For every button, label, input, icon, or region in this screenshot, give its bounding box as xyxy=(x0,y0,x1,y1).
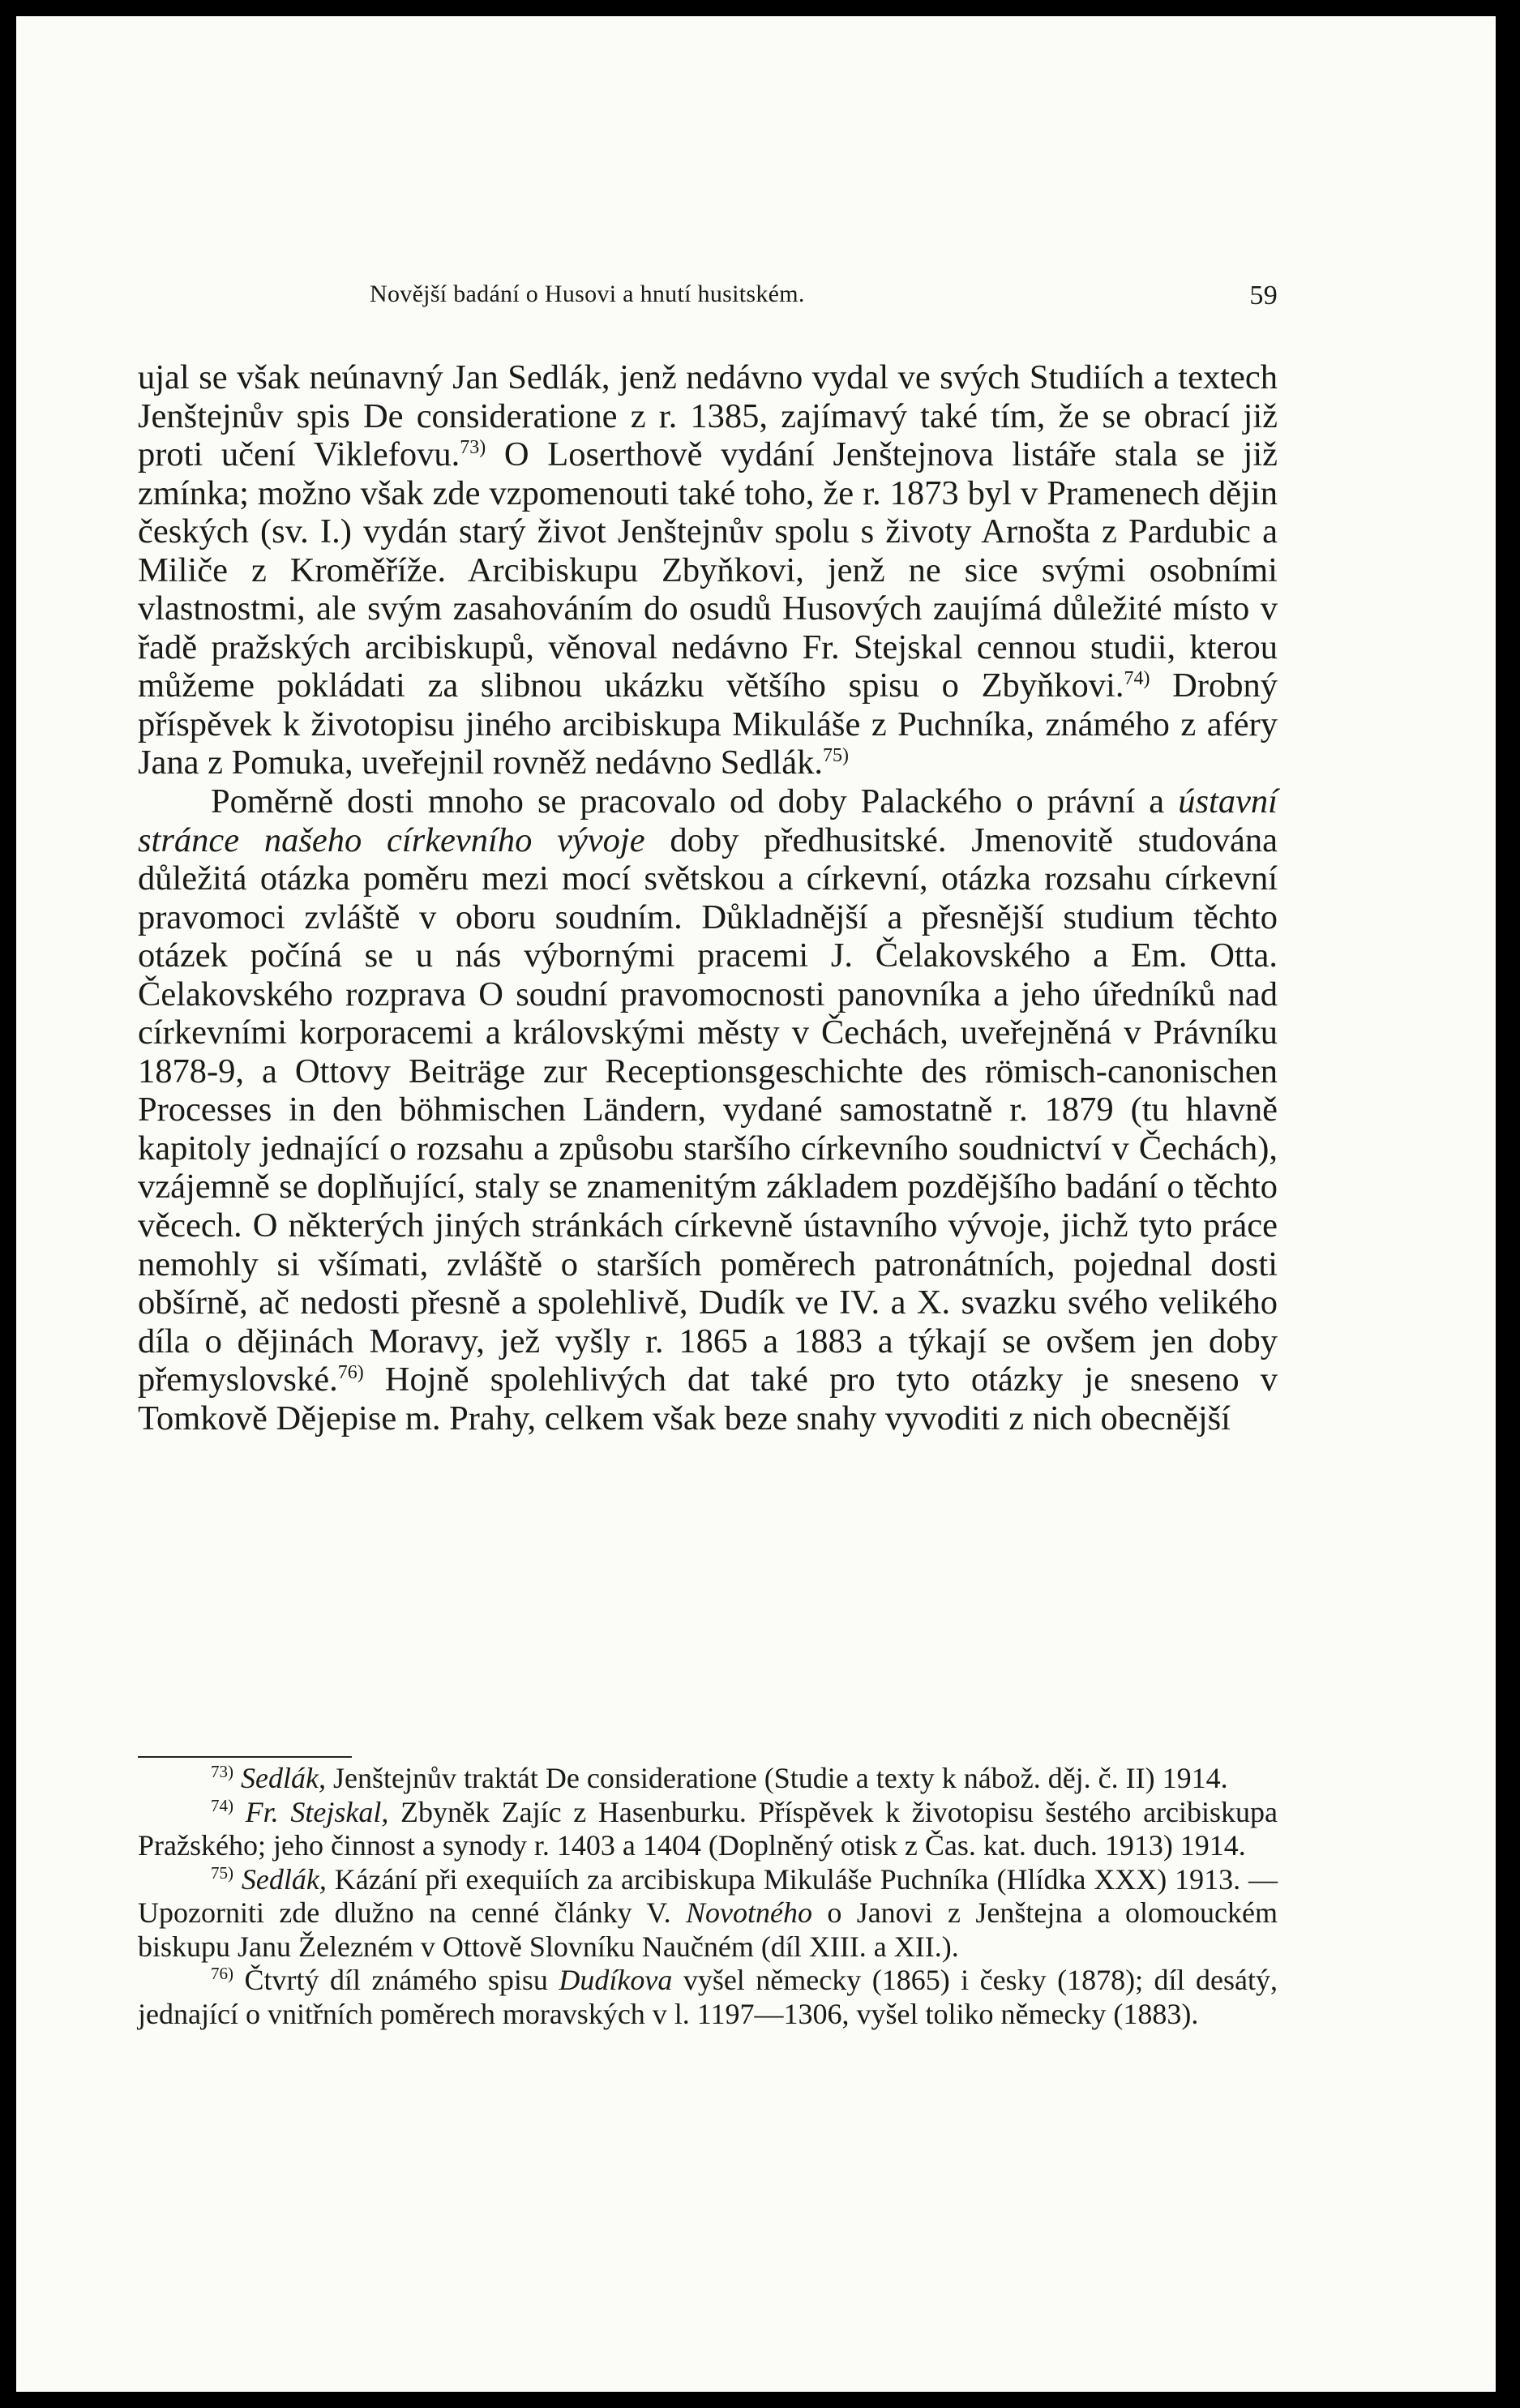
footnote-author: Sedlák, xyxy=(241,1862,327,1896)
footnote-75 xyxy=(138,1863,1278,1965)
page-number: 59 xyxy=(1249,281,1278,311)
footnote-76 xyxy=(138,1964,1278,2031)
footnote-text: vyšel německy (1865) i česky (1878); díl desátý, jednající o vnitřních poměrech moravských v l. 1197—1306, vyšel toliko německy (1883). xyxy=(138,1964,1278,2030)
text-run: O Loserthově vydání Jenštejnova listáře stala se již zmínka; možno však zde vzpomenouti také toho, že r. 1873 byl v Pramenech dějin českých (sv. I.) vydán starý život Jenštejnův spolu s životy Arnošta z Pardubic a Miliče z Kroměříže. Arcibiskupu Zbyňkovi, jenž ne sice svými osobními vlastnostmi, ale svým zasahováním do osudů Husových zaujímá důležité místo v řadě pražských arcibiskupů, věnoval nedávno Fr. Stejskal cennou studii, kterou můžeme pokládati za slibnou ukázku většího spisu o Zbyňkovi. xyxy=(138,435,1278,705)
footnote-text: Jenštejnův traktát De consideratione (Studie a texty k nábož. děj. č. II) 1914. xyxy=(325,1762,1228,1794)
footnote-73 xyxy=(138,1762,1278,1796)
footnote-ref-76: 76) xyxy=(337,1362,364,1384)
footnote-text: Kázání při exequiích za arcibiskupa Mikuláše Puchníka (Hlídka XXX) 1913. — Upozorniti zde dlužno na cenné články V. xyxy=(138,1862,1278,1929)
footnote-text: Čtvrtý díl známého spisu xyxy=(233,1964,559,1996)
footnote-text: Zbyněk Zajíc z Hasenburku. Příspěvek k životopisu šestého arcibiskupa Pražského; jeho činnost a synody r. 1403 a 1404 (Doplněný otisk z Čas. kat. duch. 1913) 1914. xyxy=(138,1795,1278,1862)
footnote-ref-74: 74) xyxy=(1124,668,1150,690)
footnote-author: Novotného xyxy=(686,1896,812,1929)
footnotes xyxy=(138,1762,1278,2031)
footnote-marker: 74) xyxy=(211,1795,233,1815)
footnote-marker: 73) xyxy=(211,1762,233,1781)
footnote-74 xyxy=(138,1796,1278,1863)
footnote-author: Fr. Stejskal, xyxy=(245,1795,389,1828)
footnote-marker: 75) xyxy=(211,1862,233,1883)
text-run: ujal se však neúnavný Jan Sedlák, jenž nedávno vydal ve svých Studiích a textech Jenštejnův spis De consideratione z r. 1385, zajímavý také tím, že se obrací již proti učení Viklefovu. xyxy=(138,358,1278,474)
footnote-author: Sedlák, xyxy=(241,1762,326,1794)
footnote-marker: 76) xyxy=(211,1964,233,1983)
footnote-text: o Janovi z Jenštejna a olomouckém biskupu Janu Železném v Ottově Slovníku Naučném (díl XIII. a XII.). xyxy=(138,1896,1278,1963)
footnote-ref-73: 73) xyxy=(460,436,486,458)
footnote-author: Dudíkova xyxy=(559,1964,673,1996)
footnote-divider xyxy=(138,1756,352,1758)
text-run: Drobný příspěvek k životopisu jiného arcibiskupa Mikuláše z Puchníka, známého z aféry Jana z Pomuka, uveřejnil rovněž nedávno Sedlák. xyxy=(138,666,1278,782)
book-page xyxy=(16,16,1496,2392)
paragraph xyxy=(138,782,1278,1438)
emphasis: ústavní stránce našeho církevního vývoje xyxy=(138,782,1278,859)
text-run: Hojně spolehlivých dat také pro tyto otázky je sneseno v Tomkově Dějepise m. Prahy, celkem však beze snahy vyvoditi z nich obecnější xyxy=(138,1360,1278,1438)
main-text xyxy=(138,358,1278,1438)
paragraph xyxy=(138,358,1278,782)
text-run: doby předhusitské. Jmenovitě studována důležitá otázka poměru mezi mocí světskou a církevní, otázka rozsahu církevní pravomoci zvláště v oboru soudním. Důkladnější a přesnější studium těchto otázek počíná se u nás výbornými pracemi J. Čelakovského a Em. Otta. Čelakovského rozprava O soudní pravomocnosti panovníka a jeho úředníků nad církevními korporacemi a královskými městy v Čechách, uveřejněná v Právníku 1878-9, a Ottovy Beiträge zur Receptionsgeschichte des römisch-canonischen Processes in den böhmischen Ländern, vydané samostatně r. 1879 (tu hlavně kapitoly jednající o rozsahu a způsobu staršího církevního soudnictví v Čechách), vzájemně se doplňující, staly se znamenitým základem pozdějšího badání o těchto věcech. O některých jiných stránkách církevně ústavního vývoje, jichž tyto práce nemohly si všímati, zvláště o starších poměrech patronátních, pojednal dosti obšírně, ač nedosti přesně a spolehlivě, Dudík ve IV. a X. svazku svého velikého díla o dějinách Moravy, jež vyšly r. 1865 a 1883 a týkají se ovšem jen doby přemyslovské. xyxy=(138,821,1278,1399)
text-run: Poměrně dosti mnoho se pracovalo od doby Palackého o právní a xyxy=(211,782,1179,821)
footnote-ref-75: 75) xyxy=(823,745,850,767)
running-title: Novější badání o Husovi a hnutí husitském. xyxy=(370,281,805,307)
